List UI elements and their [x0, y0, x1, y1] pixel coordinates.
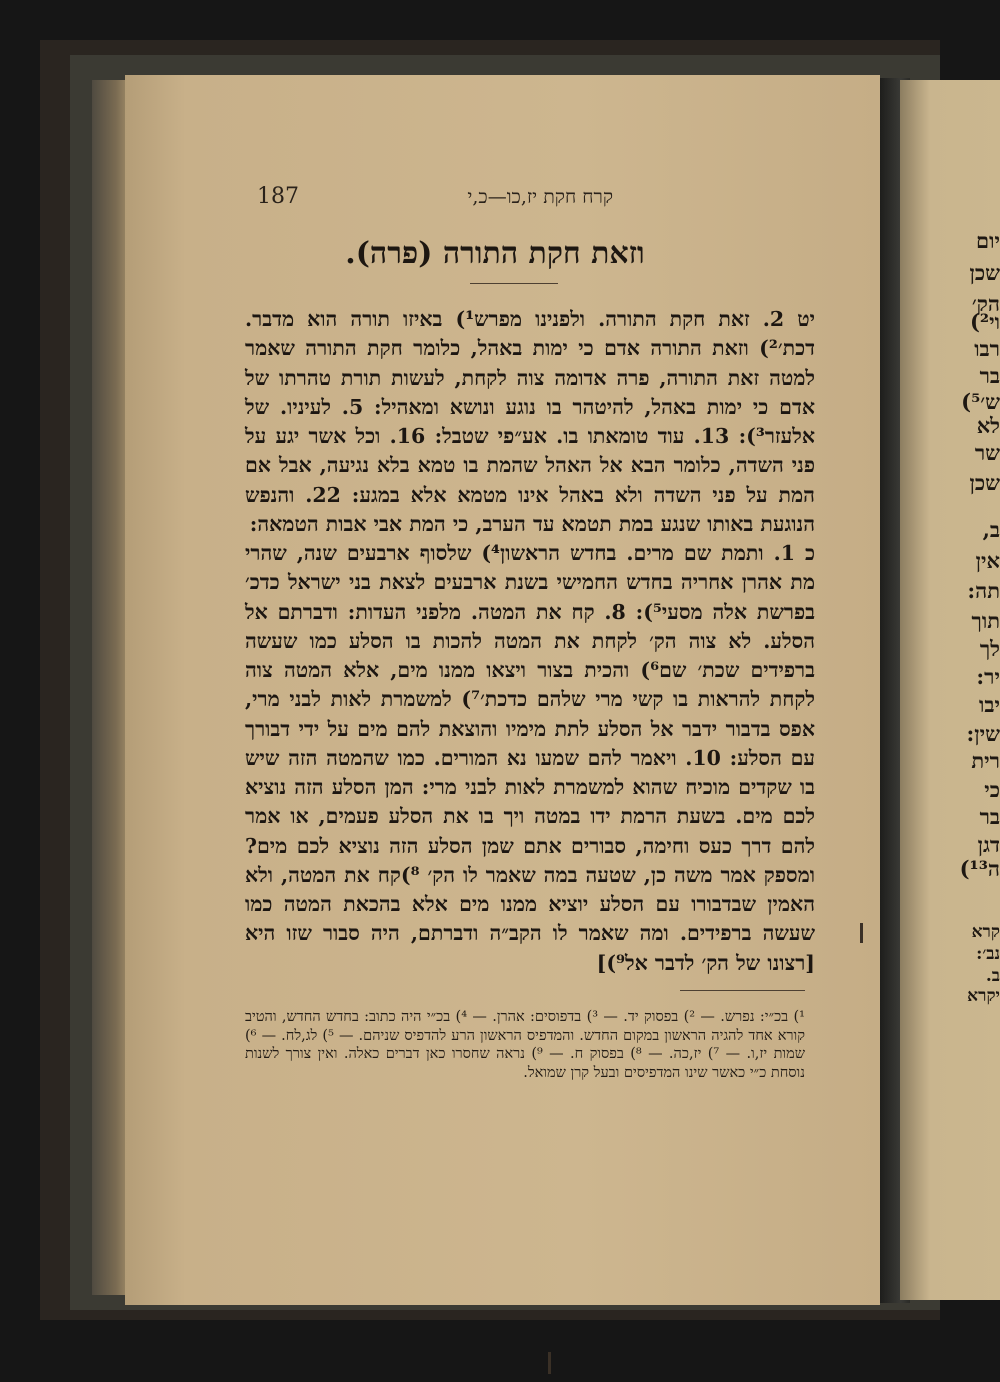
adjacent-page-line: אין [975, 548, 1000, 573]
adjacent-page-line: ש׳⁵) [961, 389, 1000, 414]
title-divider [470, 283, 558, 284]
adjacent-page-line: ב. [985, 966, 1000, 986]
running-head: קרח חקת יז,כו—כ,י [467, 186, 613, 208]
adjacent-page-line: יבו [979, 692, 1000, 717]
adjacent-page-line: ה¹³) [959, 856, 1000, 881]
commentary-paragraph: כ 1. ותמת שם מרים. בחדש הראשון⁴) שלסוף ארבעים שנה, שהרי מת אהרן אחריה בחדש החמישי בשנת ארבעים לצאת בני ישראל כדכ׳ בפרשת אלה מסעי⁵): 8. קח את המטה. מלפני העדות: ודברתם אל הסלע. לא צוה הק׳ לקחת את המטה להכות בו הסלע כמו שעשה ברפידים שכת׳ שם⁶) והכית בצור ויצאו ממנו מים, אלא המטה צוה לקחת להראות בו קשי מרי שלהם כדכת׳⁷) למשמרת לאות לבני מרי, אפס בדבור ידבר אל הסלע לתת מימיו והוצאת להם מים על ידי דבורך עם הסלע: 10. ויאמר להם שמעו נא המורים. כמו שהמטה הזה שיש בו שקדים מוכיח שהוא למשמרת לאות לבני מרי: המן הסלע הזה נוציא לכם מים. בשעת הרמת ידו במטה ויך בו את הסלע פעמים, או אמר להם דרך כעס וחימה, סבורים אתם שמן הסלע הזה נוציא לכם מים? ומספק אמר משה כן, שטעה במה שאמר לו הק׳ ⁸)קח את המטה, ולא האמין שבדבורו עם הסלע יוציא ממנו מים אלא בהכאת המטה כמו שעשה ברפידים. ומה שאמר לו הקב״ה ודברתם, היה סבור שזו היא [רצונו של הק׳ לדבר אל⁹)] [245, 541, 815, 975]
adjacent-page-line: בר [979, 363, 1000, 388]
adjacent-page-line: יר: [976, 664, 1000, 689]
adjacent-page-line: קרא [971, 922, 1000, 942]
adjacent-page-line: יקרא [967, 986, 1000, 1006]
adjacent-page-line: ב, [982, 517, 1000, 542]
adjacent-page-line: לך [979, 636, 1000, 661]
page-header [245, 180, 625, 216]
adjacent-page-line: בר [979, 804, 1000, 829]
adjacent-page-line: נב׳: [976, 944, 1000, 964]
adjacent-page-line: תוך [971, 608, 1000, 633]
section-title: וזאת חקת התורה (פרה). [345, 236, 645, 271]
adjacent-page-line: לא [976, 413, 1000, 438]
page-number: 187 [257, 184, 299, 209]
adjacent-page-line: וי²) [969, 309, 1000, 334]
adjacent-page-line: שכן [969, 260, 1000, 285]
adjacent-page-line: שין: [966, 721, 1000, 746]
adjacent-page-line: שכן [969, 470, 1000, 495]
adjacent-page-line: כי [984, 777, 1000, 802]
adjacent-page-line: יום [976, 228, 1000, 253]
adjacent-page-line: רית [971, 748, 1000, 773]
commentary-body [245, 305, 815, 978]
margin-mark [548, 1352, 551, 1374]
adjacent-page-line: דגן [977, 832, 1000, 857]
adjacent-page-line: הק׳ [971, 291, 1000, 316]
footnotes: ¹) בכ״י: נפרש. — ²) בפסוק יד. — ³) בדפוסים: אהרן. — ⁴) בכ״י היה כתוב: בחדש החדש, והטיב קורא אחד להגיה הראשון במקום החדש. והמדפיס הראשון הרע להדפיס שניהם. — ⁵) לג,לח. — ⁶) שמות יז,ו. — ⁷) יז,כה. — ⁸) בפסוק ח. — ⁹) נראה שחסרו כאן דברים כאלה. ואין צורך לשנות נוסחת כ״י כאשר שינו המדפיסים ובעל קרן שמואל. [245, 1009, 805, 1081]
footnote-divider [680, 990, 805, 991]
commentary-paragraph: יט 2. זאת חקת התורה. ולפנינו מפרש¹) באיזו תורה הוא מדבר. דכת׳²) וזאת התורה אדם כי ימות באהל, כלומר חקת התורה שאמר למטה זאת התורה, פרה אדומה צוה לקחת, לעשות תורת טהרתו של אדם כי ימות באהל, להיטהר בו נוגע ונושא ומאהיל: 5. לעיניו. של אלעזר³): 13. עוד טומאתו בו. אע״פי שטבל: 16. וכל אשר יגע על פני השדה, כלומר הבא אל האהל שהמת בו טמא בלא נגיעה, אבל אם המת על פני השדה ולא באהל אינו מטמא אלא במגע: 22. והנפש הנוגעת באותו שנגע במת תטמא עד הערב, כי המת אבי אבות הטמאה: [245, 307, 815, 536]
adjacent-page-line: רבו [974, 336, 1000, 361]
margin-mark [860, 923, 863, 943]
adjacent-page-line: שר [974, 440, 1000, 465]
adjacent-page [900, 80, 1000, 1300]
adjacent-page-line: תה: [967, 578, 1000, 603]
